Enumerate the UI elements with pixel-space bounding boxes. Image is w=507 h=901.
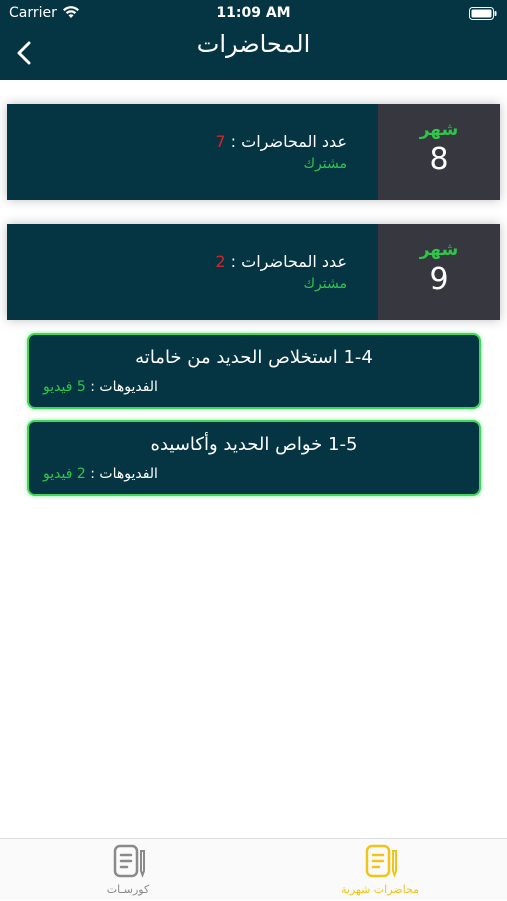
month-word: شهر (419, 240, 459, 260)
video-count-label: الفديوهات : (90, 466, 158, 482)
lecture-card[interactable] (27, 420, 481, 496)
lecture-count-label: عدد المحاضرات : (230, 252, 347, 271)
lecture-title: 1-4 استخلاص الحديد من خاماته (135, 347, 373, 368)
video-count (43, 466, 158, 482)
lecture-count-value: 2 (215, 252, 226, 271)
status-bar (0, 0, 507, 28)
video-count-value: 2 فيديو (43, 466, 86, 482)
subscription-status: مشترك (303, 156, 347, 172)
tab-courses[interactable] (58, 839, 198, 901)
video-count-value: 5 فيديو (43, 379, 86, 395)
month-box (378, 104, 500, 200)
lecture-count (215, 252, 347, 271)
tab-label: كورسـات (106, 883, 150, 896)
notepad-icon (364, 843, 398, 887)
clock: 11:09 AM (216, 5, 291, 21)
lecture-title: 1-5 خواص الحديد وأكاسيده (150, 434, 358, 455)
video-count-label: الفديوهات : (90, 379, 158, 395)
lecture-count (215, 132, 347, 151)
month-number: 8 (429, 142, 449, 177)
carrier-label: Carrier (9, 5, 57, 21)
page-title: المحاضرات (196, 30, 311, 58)
subscription-status: مشترك (303, 276, 347, 292)
tab-bar (0, 838, 507, 900)
month-card[interactable] (7, 224, 500, 320)
month-card[interactable] (7, 104, 500, 200)
notepad-icon (112, 843, 146, 887)
month-box (378, 224, 500, 320)
navigation-header (0, 0, 507, 80)
tab-label: محاضرات شهرية (341, 883, 419, 896)
month-number: 9 (429, 262, 449, 297)
month-word: شهر (419, 120, 459, 140)
lecture-count-value: 7 (215, 132, 226, 151)
tab-monthly-lectures[interactable] (310, 839, 450, 901)
lecture-card[interactable] (27, 333, 481, 409)
lecture-count-label: عدد المحاضرات : (230, 132, 347, 151)
video-count (43, 379, 158, 395)
battery-icon (469, 7, 497, 24)
